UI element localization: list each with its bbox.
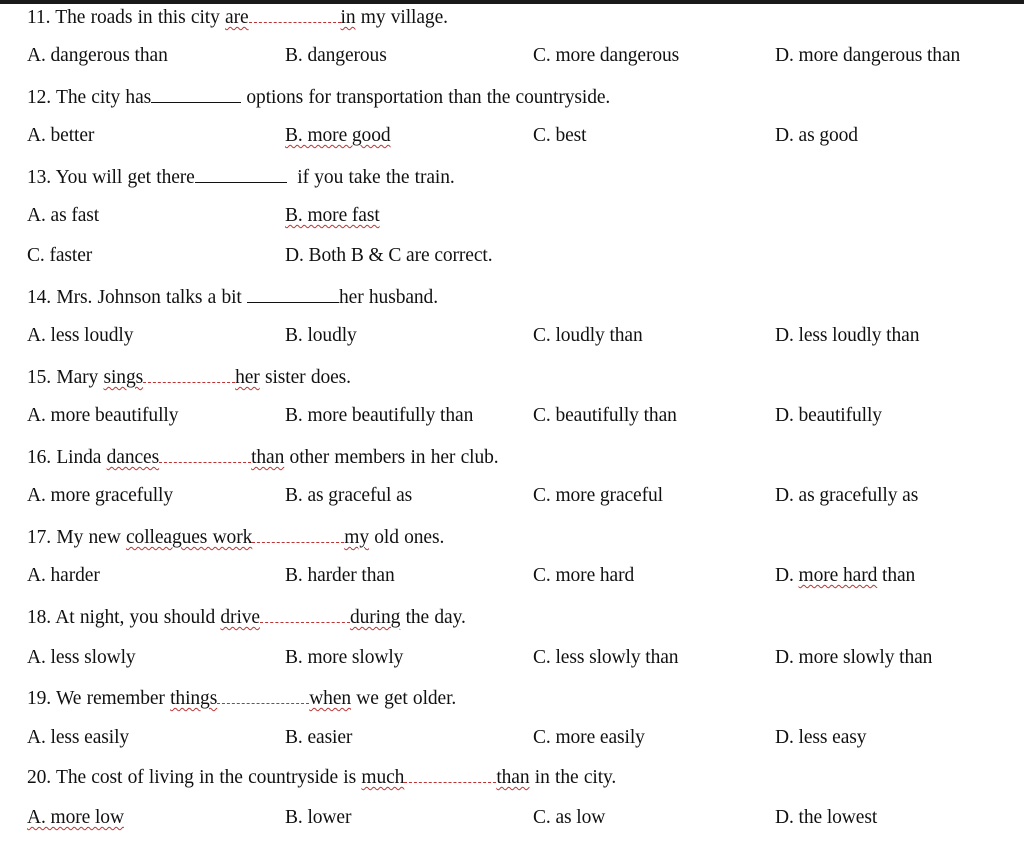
option-b[interactable]: B. more slowly xyxy=(285,647,404,668)
option-c[interactable]: C. best xyxy=(533,125,587,146)
spellcheck-word: during xyxy=(349,607,401,628)
option-a[interactable]: A. less loudly xyxy=(27,325,134,346)
question-number: 16. xyxy=(27,447,52,468)
spellcheck-word: sings xyxy=(103,367,144,388)
option-d[interactable]: D. as good xyxy=(775,125,858,146)
answer-blank[interactable] xyxy=(143,365,235,383)
question-text: we get older. xyxy=(351,688,457,709)
question-14 xyxy=(27,285,438,310)
spellcheck-word: her xyxy=(235,367,260,388)
answer-blank[interactable] xyxy=(260,605,350,623)
option-c[interactable]: C. as low xyxy=(533,807,606,828)
question-number: 17. xyxy=(27,527,52,548)
option-d[interactable]: D. the lowest xyxy=(775,807,878,828)
spellcheck-word: dances xyxy=(106,447,160,468)
option-b[interactable]: B. easier xyxy=(285,727,353,748)
question-text: The cost of living in the countryside is xyxy=(56,767,362,788)
question-text: We remember xyxy=(56,688,171,709)
option-b[interactable]: B. harder than xyxy=(285,565,395,586)
spellcheck-word: when xyxy=(309,688,352,709)
option-a[interactable]: A. harder xyxy=(27,565,100,586)
question-text: You will get there xyxy=(55,167,195,188)
option-letter: D. xyxy=(775,565,799,586)
question-text: Mrs. Johnson talks a bit xyxy=(56,287,248,308)
spellcheck-word: B. more fast xyxy=(285,205,380,226)
question-text: her husband. xyxy=(339,287,438,308)
question-number: 12. xyxy=(27,87,52,108)
question-number: 11. xyxy=(27,7,51,28)
option-text: than xyxy=(877,565,916,586)
option-a[interactable]: A. less slowly xyxy=(27,647,136,668)
option-c[interactable]: C. beautifully than xyxy=(533,405,677,426)
question-11 xyxy=(27,5,448,30)
question-text: the day. xyxy=(400,607,466,628)
option-a[interactable]: A. more beautifully xyxy=(27,405,179,426)
option-d[interactable]: D. as gracefully as xyxy=(775,485,919,506)
option-c[interactable]: C. faster xyxy=(27,245,93,266)
answer-blank[interactable] xyxy=(252,525,344,543)
question-text: in the city. xyxy=(529,767,617,788)
option-b[interactable]: B. dangerous xyxy=(285,45,387,66)
question-text: The roads in this city xyxy=(55,7,226,28)
question-number: 20. xyxy=(27,767,52,788)
spellcheck-word: much xyxy=(361,767,405,788)
option-a[interactable]: A. better xyxy=(27,125,95,146)
option-d[interactable]: D. more dangerous than xyxy=(775,45,961,66)
spellcheck-word: things xyxy=(170,688,218,709)
answer-blank[interactable] xyxy=(247,285,339,303)
question-text: other members in her club. xyxy=(284,447,499,468)
question-text: The city has xyxy=(56,87,152,108)
option-b[interactable] xyxy=(285,124,391,148)
spellcheck-word: than xyxy=(496,767,530,788)
answer-blank[interactable] xyxy=(195,165,287,183)
question-text: old ones. xyxy=(368,527,445,548)
question-18 xyxy=(27,605,466,630)
question-19 xyxy=(27,686,456,711)
question-text: sister does. xyxy=(259,367,351,388)
question-text: if you take the train. xyxy=(286,167,455,188)
question-text: At night, you should xyxy=(55,607,221,628)
spellcheck-word: B. more good xyxy=(285,125,391,146)
question-number: 19. xyxy=(27,688,52,709)
spellcheck-word: drive xyxy=(220,607,260,628)
question-number: 15. xyxy=(27,367,52,388)
option-b[interactable] xyxy=(285,204,380,228)
question-13 xyxy=(27,165,455,190)
question-20 xyxy=(27,765,616,790)
option-a[interactable]: A. more gracefully xyxy=(27,485,174,506)
question-text: Mary xyxy=(56,367,104,388)
option-b[interactable]: B. as graceful as xyxy=(285,485,413,506)
spellcheck-word: are xyxy=(225,7,249,28)
option-d[interactable]: D. Both B & C are correct. xyxy=(285,245,493,266)
option-c[interactable]: C. more dangerous xyxy=(533,45,680,66)
question-text: options for transportation than the countryside. xyxy=(241,87,611,108)
spellcheck-word: A. more low xyxy=(27,807,124,828)
spellcheck-word: more hard xyxy=(798,565,878,586)
question-text: My new xyxy=(56,527,126,548)
option-b[interactable]: B. more beautifully than xyxy=(285,405,474,426)
question-number: 14. xyxy=(27,287,52,308)
option-d[interactable]: D. beautifully xyxy=(775,405,882,426)
option-d[interactable]: D. less loudly than xyxy=(775,325,920,346)
option-a[interactable] xyxy=(27,806,124,830)
option-c[interactable]: C. loudly than xyxy=(533,325,643,346)
answer-blank[interactable] xyxy=(249,5,341,23)
option-a[interactable]: A. as fast xyxy=(27,205,100,226)
question-number: 18. xyxy=(27,607,52,628)
option-d[interactable]: D. less easy xyxy=(775,727,867,748)
spellcheck-word: than xyxy=(251,447,285,468)
spellcheck-word: in xyxy=(340,7,356,28)
spellcheck-word: colleagues work xyxy=(126,527,253,548)
answer-blank[interactable] xyxy=(159,445,251,463)
answer-blank[interactable] xyxy=(151,85,241,103)
question-12 xyxy=(27,85,610,110)
question-16 xyxy=(27,445,499,470)
option-a[interactable]: A. less easily xyxy=(27,727,130,748)
question-number: 13. xyxy=(27,167,52,188)
option-b[interactable]: B. loudly xyxy=(285,325,357,346)
option-a[interactable]: A. dangerous than xyxy=(27,45,168,66)
option-c[interactable]: C. less slowly than xyxy=(533,647,679,668)
question-text: Linda xyxy=(56,447,107,468)
question-text: my village. xyxy=(355,7,448,28)
option-c[interactable]: C. more hard xyxy=(533,565,635,586)
option-d[interactable] xyxy=(775,564,915,588)
answer-blank[interactable] xyxy=(217,686,309,704)
answer-blank[interactable] xyxy=(404,765,496,783)
option-c[interactable]: C. more easily xyxy=(533,727,645,748)
spellcheck-word: my xyxy=(344,527,369,548)
question-17 xyxy=(27,525,444,550)
option-b[interactable]: B. lower xyxy=(285,807,352,828)
option-d[interactable]: D. more slowly than xyxy=(775,647,933,668)
question-15 xyxy=(27,365,351,390)
option-c[interactable]: C. more graceful xyxy=(533,485,663,506)
